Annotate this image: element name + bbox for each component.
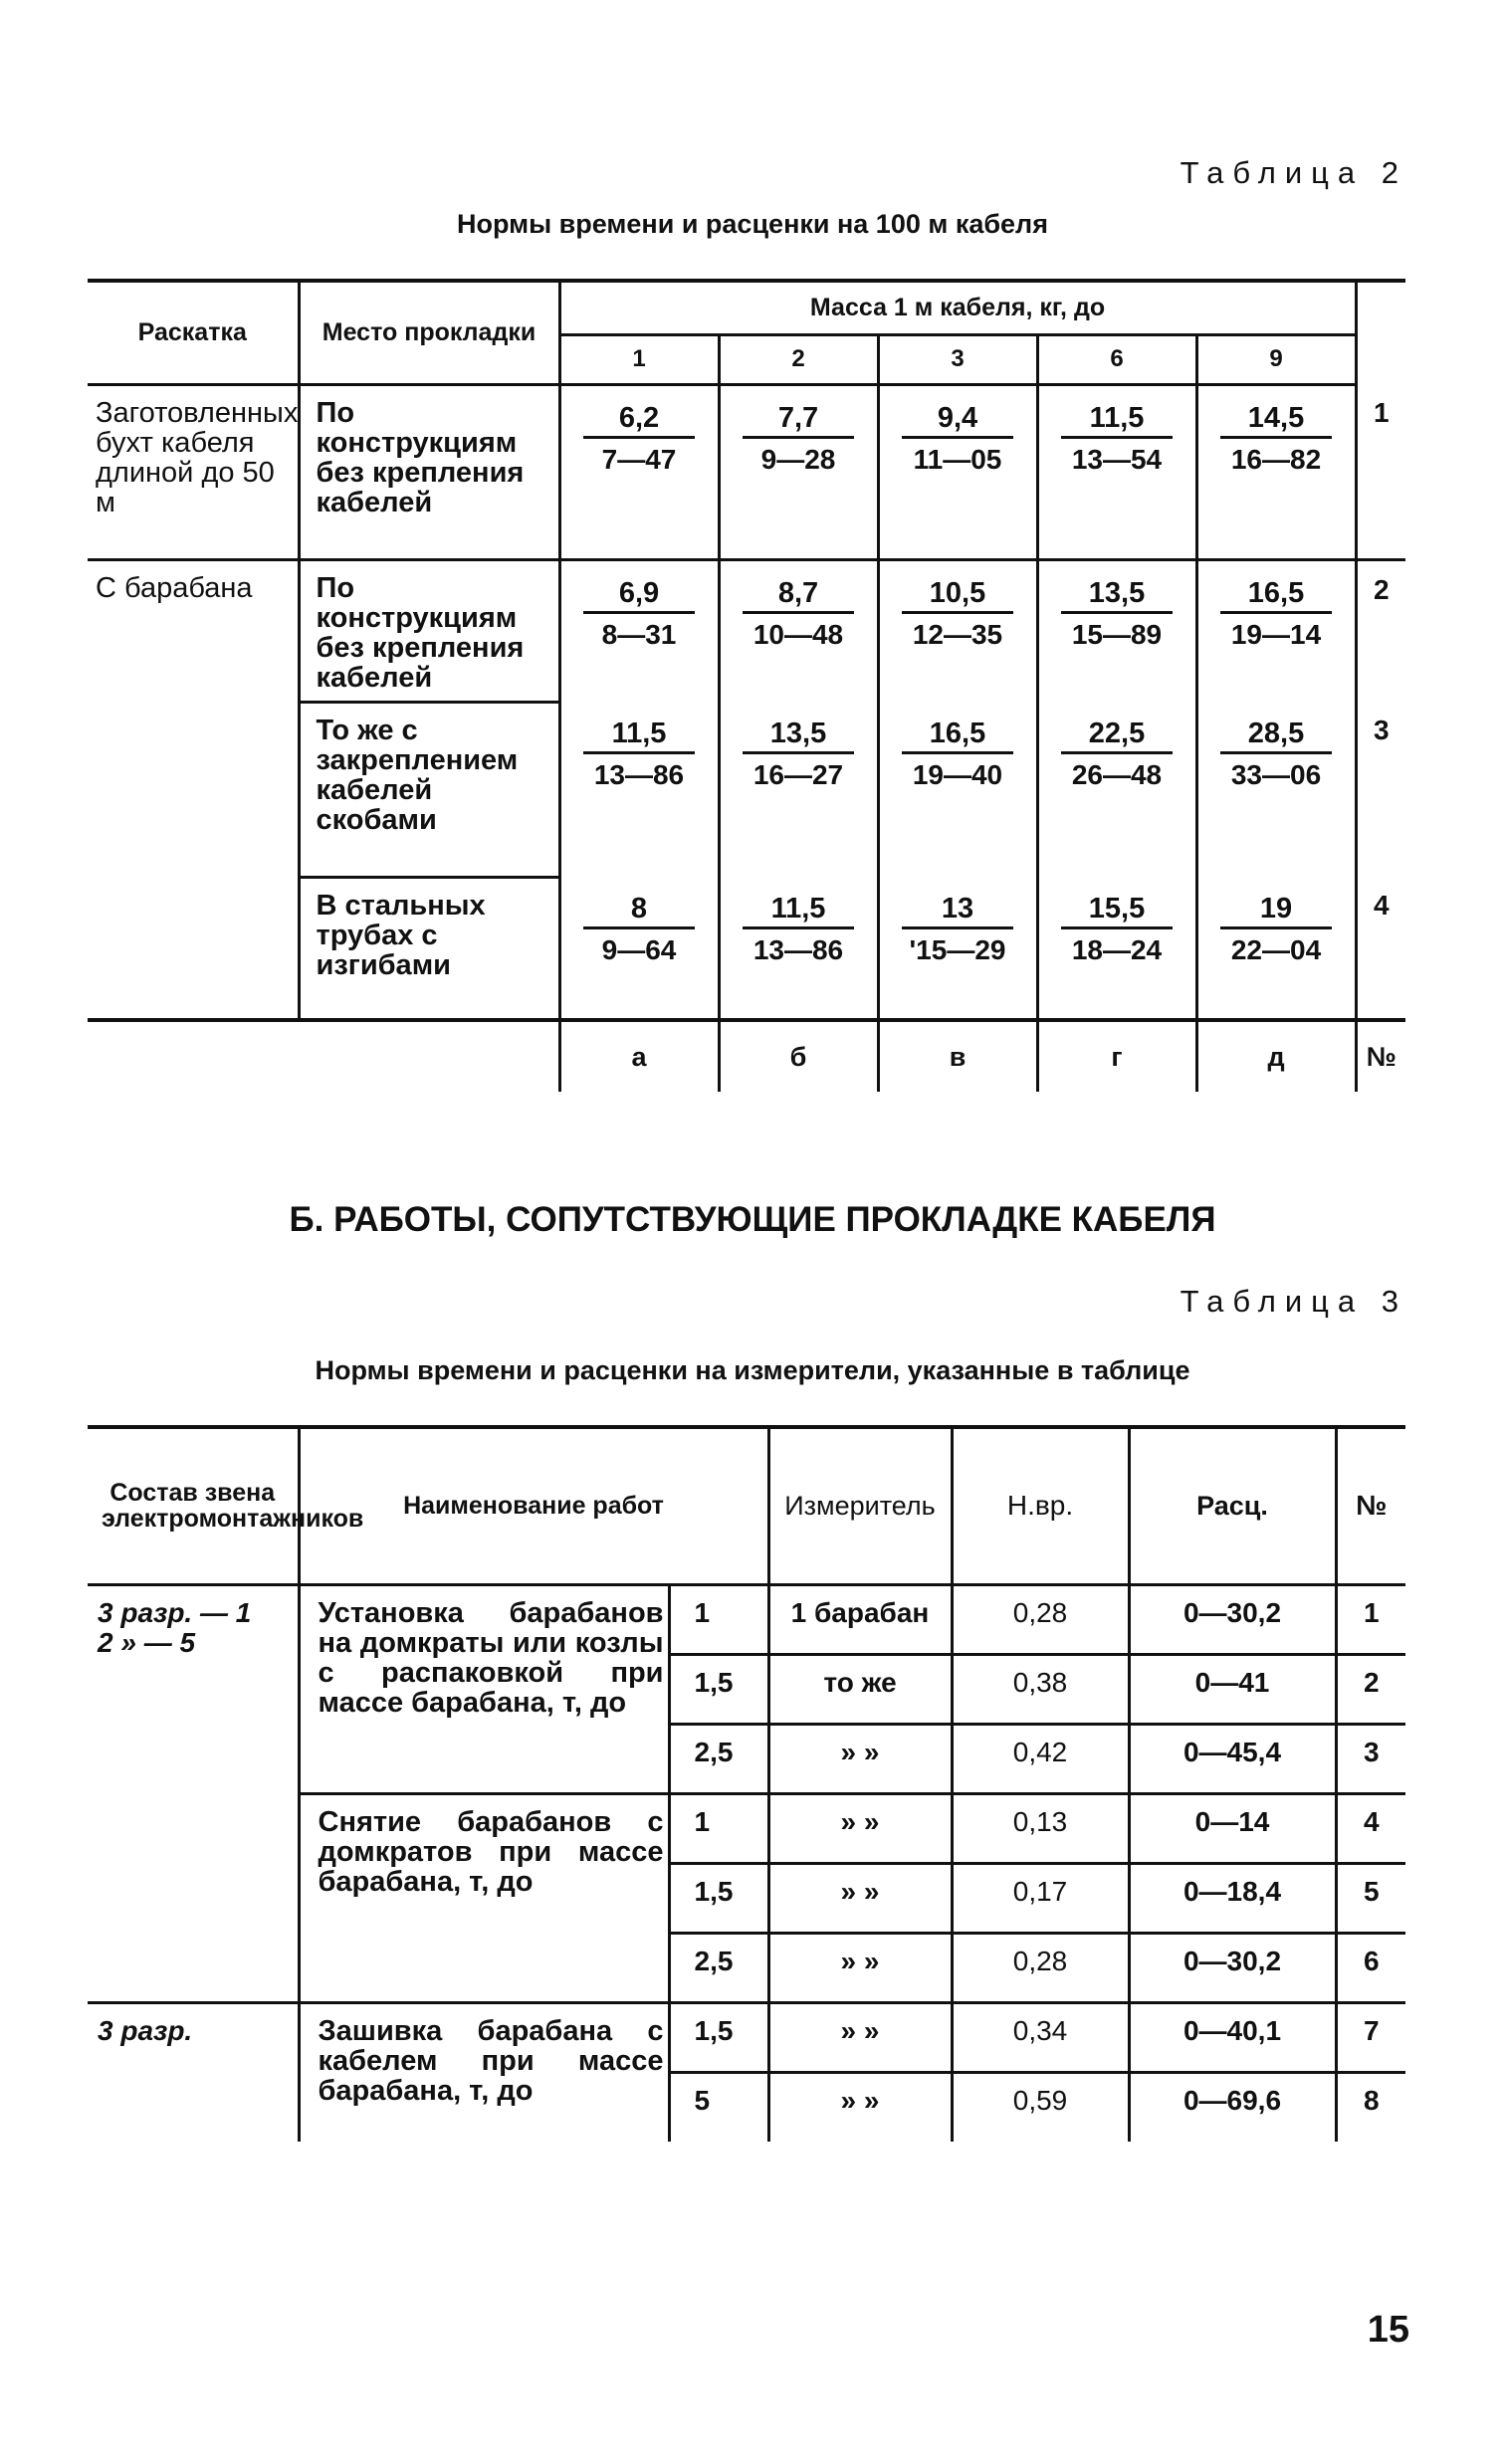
t3-price: 0—40,1 [1129,2002,1336,2072]
t2-cell: $\frac{6,2}{7—47}$ [559,384,719,559]
t2-mass-col-4: 6 [1037,334,1196,384]
t3-header-work: Наименование работ [299,1427,768,1584]
t3-price: 0—41 [1129,1654,1336,1724]
table3-caption: Нормы времени и расценки на измерители, указанные в таблице [315,1355,1190,1385]
t3-mass: 1,5 [669,2002,768,2072]
t3-norm: 0,17 [952,1863,1129,1933]
t2-footer-letter: д [1196,1020,1356,1092]
t3-row-number: 6 [1336,1933,1405,2002]
t3-meter: » » [768,1793,952,1863]
t2-mass-col-1: 1 [559,334,719,384]
table2 [88,279,1405,1092]
table-row [88,2002,1405,2072]
t3-mass: 1,5 [669,1863,768,1933]
t2-mass-col-5: 9 [1196,334,1356,384]
section-title: Б. РАБОТЫ, СОПУТСТВУЮЩИЕ ПРОКЛАДКЕ КАБЕЛЯ [289,1200,1216,1239]
t2-cell: $\frac{16,5}{19—40}$ [878,702,1037,877]
t2-mass-col-2: 2 [719,334,878,384]
t3-mass: 5 [669,2072,768,2142]
t3-price: 0—45,4 [1129,1724,1336,1793]
t3-meter: 1 барабан [768,1584,952,1654]
table-row [88,559,1405,702]
t3-row-number: 8 [1336,2072,1405,2142]
t2-header-place: Место прокладки [299,281,559,384]
t2-row2-unroll: С барабана [88,559,299,1020]
t3-mass: 2,5 [669,1724,768,1793]
t3-norm: 0,59 [952,2072,1129,2142]
t3-mass: 1 [669,1584,768,1654]
t2-row-number: 4 [1356,877,1405,1020]
t3-header-norm: Н.вр. [952,1427,1129,1584]
t3-header-meter: Измеритель [768,1427,952,1584]
t2-cell: $\frac{13,5}{15—89}$ [1037,559,1196,702]
t3-norm: 0,34 [952,2002,1129,2072]
t2-cell: $\frac{13}{'15—29}$ [878,877,1037,1020]
t3-norm: 0,28 [952,1933,1129,2002]
t3-meter: » » [768,1933,952,2002]
t3-row-number: 5 [1336,1863,1405,1933]
table3-label: Таблица 3 [1180,1284,1407,1319]
t3-crew-2: 3 разр. [88,2002,299,2142]
table2-caption: Нормы времени и расценки на 100 м кабеля [457,209,1048,239]
t3-meter: » » [768,1724,952,1793]
t3-price: 0—30,2 [1129,1584,1336,1654]
t2-cell: $\frac{10,5}{12—35}$ [878,559,1037,702]
table-row [88,384,1405,559]
t3-price: 0—18,4 [1129,1863,1336,1933]
t2-footer-number-sign: № [1356,1020,1405,1092]
t3-work-3: Зашивка барабана с кабелем при массе барабана, т, до [299,2002,669,2142]
t2-footer-letter: а [559,1020,719,1092]
t3-row-number: 3 [1336,1724,1405,1793]
t2-row-number: 1 [1356,384,1405,559]
t2-header-mass: Масса 1 м кабеля, кг, до [559,281,1356,334]
t3-meter: » » [768,2002,952,2072]
t2-cell: $\frac{11,5}{13—86}$ [719,877,878,1020]
t3-meter: » » [768,1863,952,1933]
t2-footer-empty [299,1020,559,1092]
t3-mass: 2,5 [669,1933,768,2002]
t2-row-number: 3 [1356,702,1405,877]
t3-header-num: № [1336,1427,1405,1584]
t2-cell: $\frac{28,5}{33—06}$ [1196,702,1356,877]
t3-mass: 1 [669,1793,768,1863]
t2-cell: $\frac{14,5}{16—82}$ [1196,384,1356,559]
page-number: 15 [1367,2309,1409,2351]
t2-row1-place: По конструкциям без крепления кабелей [299,384,559,559]
t2-row2-place: По конструкциям без крепления кабелей [299,559,559,702]
t3-row-number: 1 [1336,1584,1405,1654]
t2-cell: $\frac{8}{9—64}$ [559,877,719,1020]
t2-row-number: 2 [1356,559,1405,702]
table3 [88,1425,1405,2142]
t3-norm: 0,42 [952,1724,1129,1793]
t2-footer-letter: г [1037,1020,1196,1092]
t3-work-2: Снятие барабанов с домкратов при массе барабана, т, до [299,1793,669,2002]
t3-row-number: 4 [1336,1793,1405,1863]
t3-meter: то же [768,1654,952,1724]
t3-price: 0—14 [1129,1793,1336,1863]
table-row [88,1584,1405,1654]
t2-footer-empty [88,1020,299,1092]
t2-cell: $\frac{7,7}{9—28}$ [719,384,878,559]
t2-row1-unroll: Заготовленных бухт кабеля длиной до 50 м [96,396,299,518]
t2-cell: $\frac{8,7}{10—48}$ [719,559,878,702]
t3-mass: 1,5 [669,1654,768,1724]
t2-cell: $\frac{6,9}{8—31}$ [559,559,719,702]
t3-price: 0—69,6 [1129,2072,1336,2142]
t3-meter: » » [768,2072,952,2142]
t3-work-1: Установка барабанов на домкраты или козлы с распаковкой при массе барабана, т, до [299,1584,669,1793]
t3-norm: 0,38 [952,1654,1129,1724]
t3-price: 0—30,2 [1129,1933,1336,2002]
t2-mass-col-3: 3 [878,334,1037,384]
t2-footer-letter: в [878,1020,1037,1092]
t2-cell: $\frac{15,5}{18—24}$ [1037,877,1196,1020]
t2-footer-letter: б [719,1020,878,1092]
t3-header-price: Расц. [1129,1427,1336,1584]
t3-row-number: 2 [1336,1654,1405,1724]
t2-header-unroll: Раскатка [88,281,299,384]
t3-header-crew: Состав звена электромонтажников [88,1427,299,1584]
t3-crew-1: 3 разр. — 1 2 » — 5 [98,1596,252,1658]
t2-cell: $\frac{22,5}{26—48}$ [1037,702,1196,877]
t3-norm: 0,13 [952,1793,1129,1863]
t2-header-num-col [1356,281,1405,384]
table2-label: Таблица 2 [1180,155,1407,190]
t2-cell: $\frac{16,5}{19—14}$ [1196,559,1356,702]
t2-row4-place: В стальных трубах с изгибами [299,877,559,1020]
t3-row-number: 7 [1336,2002,1405,2072]
t2-cell: $\frac{11,5}{13—54}$ [1037,384,1196,559]
t3-norm: 0,28 [952,1584,1129,1654]
t2-cell: $\frac{11,5}{13—86}$ [559,702,719,877]
t2-cell: $\frac{19}{22—04}$ [1196,877,1356,1020]
t2-footer-row [88,1020,1405,1092]
t2-cell: $\frac{9,4}{11—05}$ [878,384,1037,559]
t2-row3-place: То же с закреплением кабелей скобами [299,702,559,877]
t2-cell: $\frac{13,5}{16—27}$ [719,702,878,877]
